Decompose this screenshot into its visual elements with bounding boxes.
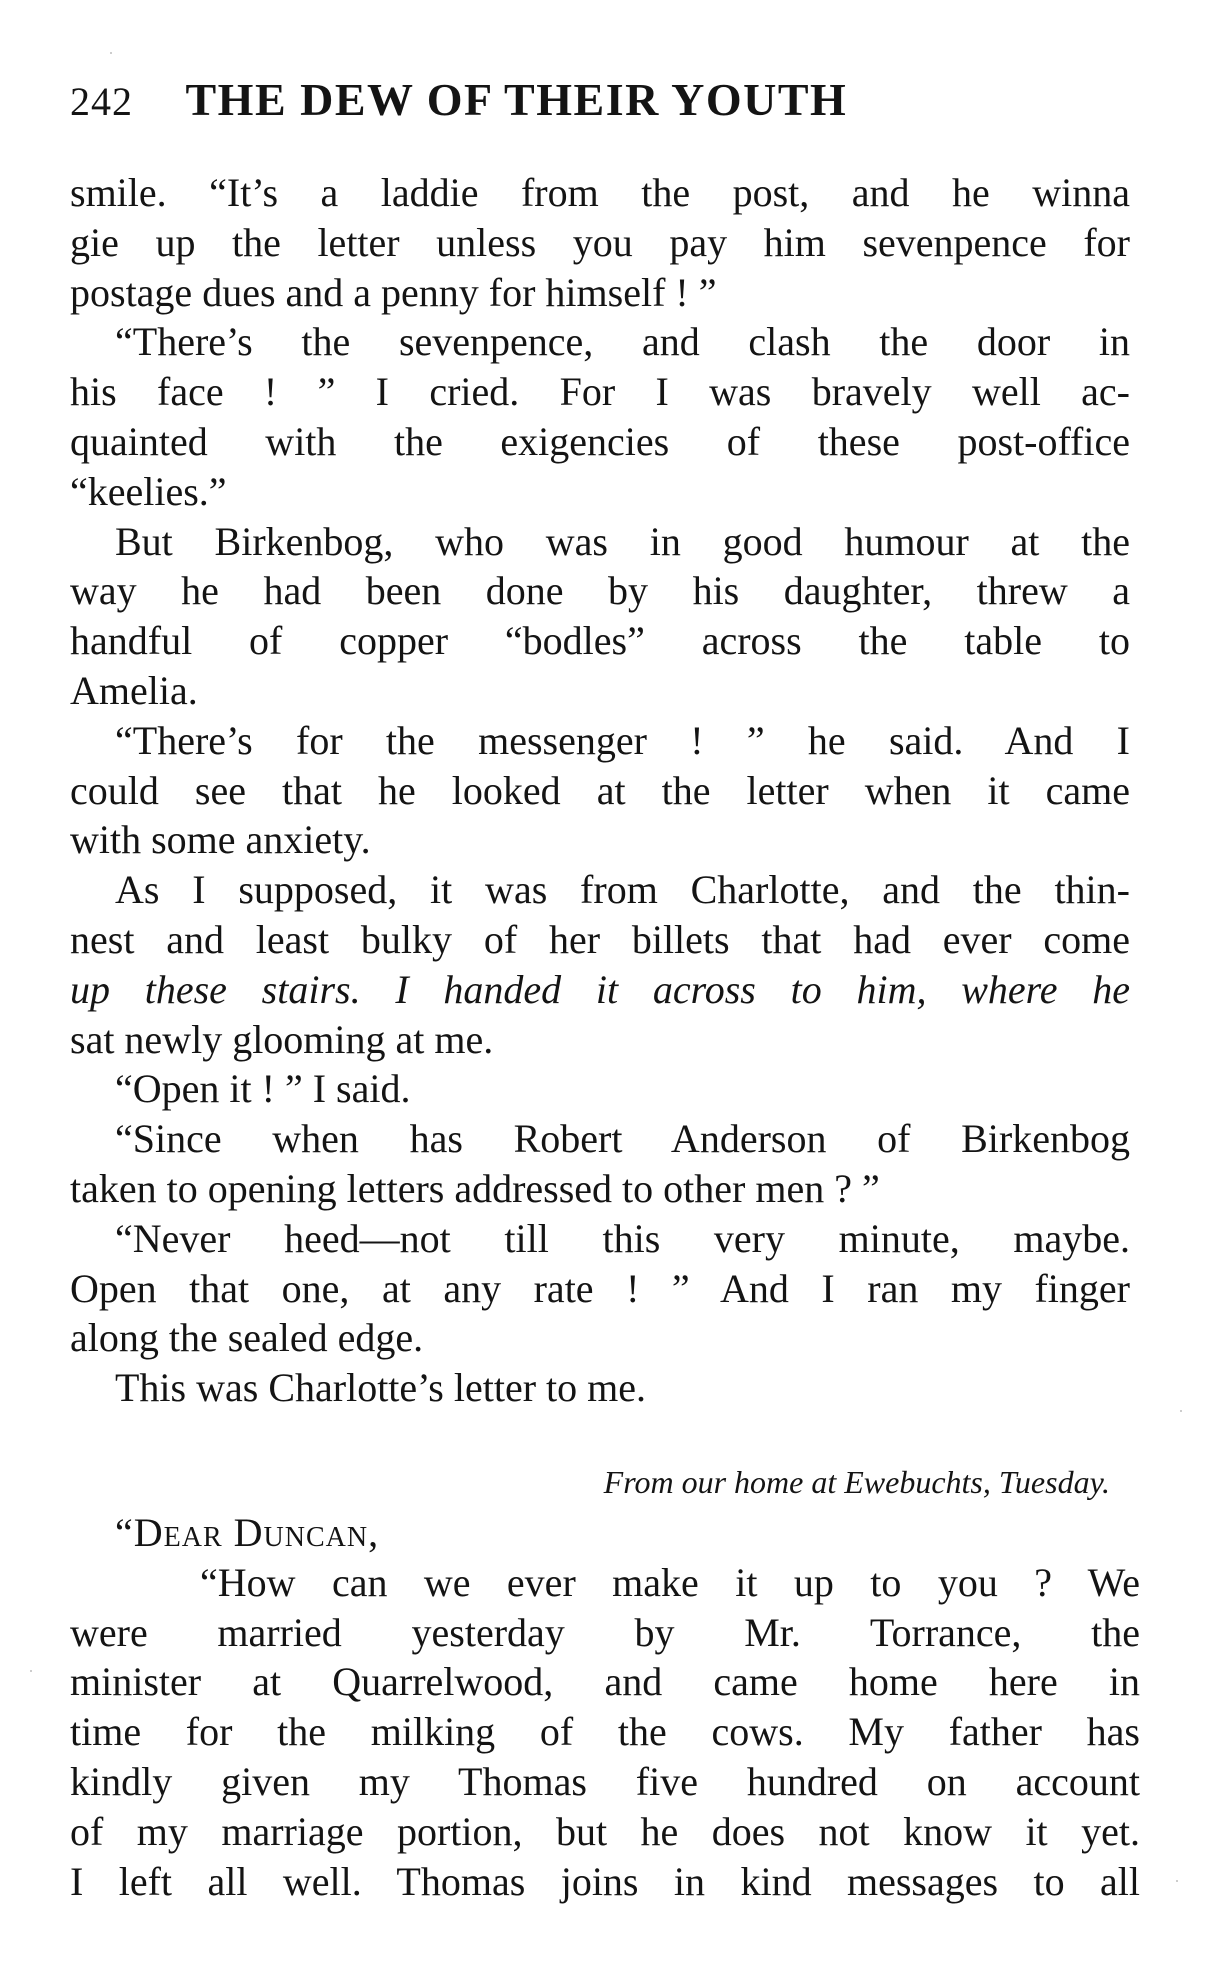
- text-line: handful of copper “bodles” across the table to: [70, 618, 1130, 664]
- text-line: sat newly glooming at me.: [70, 1016, 494, 1062]
- letter-line: “How can we ever make it up to you ? We: [200, 1559, 1140, 1605]
- text-line: Open that one, at any rate ! ” And I ran my finger: [70, 1265, 1130, 1311]
- text-line: way he had been done by his daughter, threw a: [70, 568, 1130, 614]
- text-line: with some anxiety.: [70, 817, 371, 863]
- text-line: nest and least bulky of her billets that had ever come: [70, 916, 1130, 962]
- text-line: smile. “It’s a laddie from the post, and he winna: [70, 170, 1130, 215]
- text-line: “There’s for the messenger ! ” he said. And I: [115, 717, 1130, 763]
- text-line: his face ! ” I cried. For I was bravely well ac-: [70, 369, 1130, 415]
- letter-text: [70, 1508, 1140, 1906]
- text-line: gie up the letter unless you pay him sevenpence for: [70, 219, 1130, 265]
- paper-speck: [30, 1670, 32, 1672]
- text-line: quainted with the exigencies of these post-office: [70, 418, 1130, 464]
- text-line: could see that he looked at the letter when it came: [70, 767, 1130, 813]
- running-head: [70, 70, 1150, 130]
- letter-line: kindly given my Thomas five hundred on account: [70, 1758, 1140, 1804]
- text-line: “Since when has Robert Anderson of Birkenbog: [115, 1116, 1130, 1162]
- letter-line: time for the milking of the cows. My father has: [70, 1709, 1140, 1755]
- letter-line: of my marriage portion, but he does not know it yet.: [70, 1808, 1140, 1854]
- book-title: THE DEW OF THEIR YOUTH: [185, 74, 848, 125]
- text-line: postage dues and a penny for himself ! ”: [70, 269, 717, 315]
- text-line: “Never heed—not till this very minute, maybe.: [115, 1215, 1130, 1261]
- text-line: But Birkenbog, who was in good humour at the: [115, 518, 1130, 564]
- letter-dateline: From our home at Ewebuchts, Tuesday.: [603, 1464, 1110, 1500]
- letter-line: I left all well. Thomas joins in kind messages to all: [70, 1858, 1140, 1904]
- page-number: 242: [70, 79, 133, 124]
- text-line: along the sealed edge.: [70, 1315, 424, 1361]
- text-line: Amelia.: [70, 667, 198, 713]
- paper-speck: [110, 52, 112, 54]
- text-line: This was Charlotte’s letter to me.: [115, 1365, 646, 1411]
- text-line: “There’s the sevenpence, and clash the door in: [115, 319, 1130, 365]
- text-line: up these stairs. I handed it across to him, where he: [70, 966, 1130, 1012]
- text-line: “keelies.”: [70, 468, 227, 514]
- body-text: [70, 168, 1130, 1413]
- text-line: “Open it ! ” I said.: [115, 1066, 411, 1112]
- paper-speck: [1180, 1410, 1182, 1412]
- letter-line: minister at Quarrelwood, and came home here in: [70, 1659, 1140, 1705]
- text-line: As I supposed, it was from Charlotte, and the thin-: [115, 867, 1130, 913]
- letter-line: were married yesterday by Mr. Torrance, the: [70, 1609, 1140, 1655]
- letter-salutation: “Dear Duncan,: [115, 1510, 380, 1555]
- paper-speck: [1176, 1880, 1178, 1882]
- text-line: taken to opening letters addressed to other men ? ”: [70, 1165, 880, 1211]
